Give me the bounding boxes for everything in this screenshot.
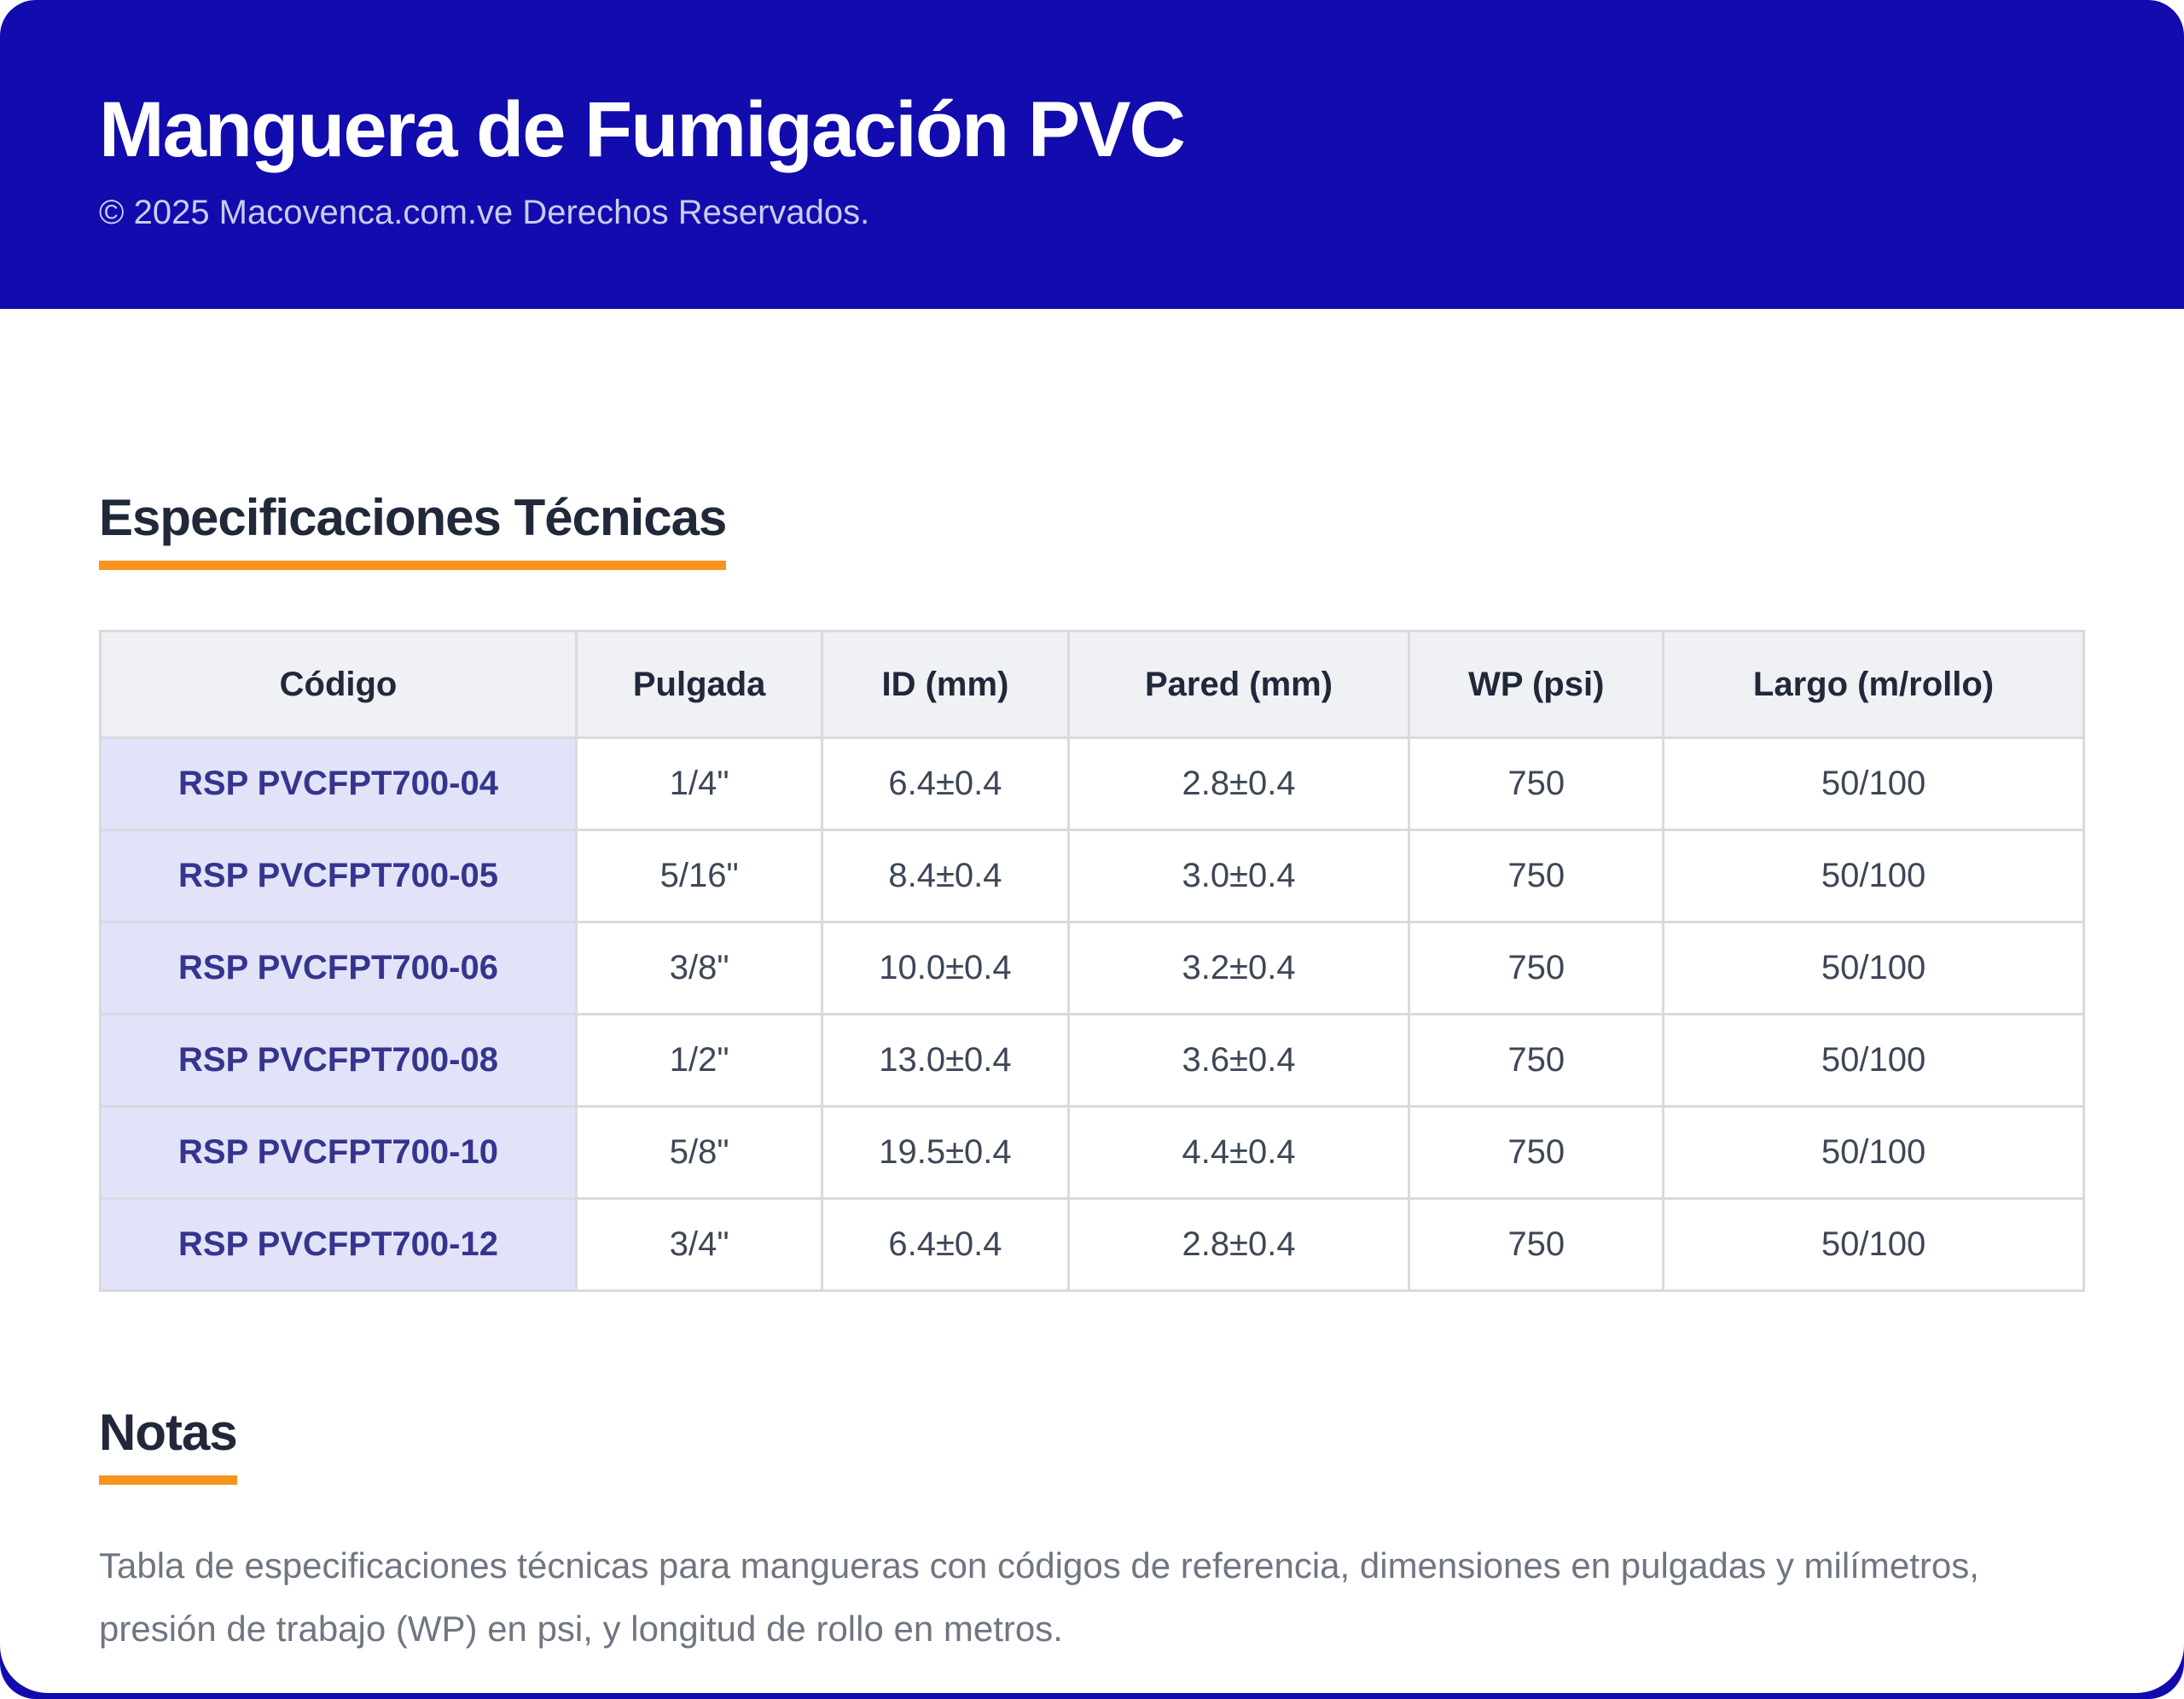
code-cell: RSP PVCFPT700-10 (101, 1107, 577, 1199)
table-cell: 5/8" (577, 1107, 822, 1199)
table-cell: 1/2" (577, 1015, 822, 1107)
table-cell: 3/4" (577, 1199, 822, 1291)
header-banner (0, 0, 2184, 309)
page-title: Manguera de Fumigación PVC (99, 86, 1184, 173)
table-cell: 19.5±0.4 (822, 1107, 1068, 1199)
table-cell: 750 (1409, 1015, 1664, 1107)
table-cell: 50/100 (1664, 830, 2084, 922)
code-cell: RSP PVCFPT700-06 (101, 922, 577, 1015)
column-header: WP (psi) (1409, 631, 1664, 738)
code-cell: RSP PVCFPT700-08 (101, 1015, 577, 1107)
table-cell: 750 (1409, 830, 1664, 922)
code-cell: RSP PVCFPT700-05 (101, 830, 577, 922)
table-cell: 8.4±0.4 (822, 830, 1068, 922)
content-area (0, 309, 2184, 1693)
notes-paragraph: Tabla de especificaciones técnicas para mangueras con códigos de referencia, dimensiones en pulgadas y milímetros, presión de trabajo (WP) en psi, y longitud de rollo en metros. (99, 1545, 1979, 1649)
table-cell: 3.2±0.4 (1068, 922, 1409, 1015)
table-row (101, 830, 2084, 922)
specs-table (99, 630, 2085, 1292)
column-header: Pared (mm) (1068, 631, 1409, 738)
table-cell: 50/100 (1664, 1107, 2084, 1199)
column-header: Pulgada (577, 631, 822, 738)
table-row (101, 1107, 2084, 1199)
table-header-row (101, 631, 2084, 738)
column-header: ID (mm) (822, 631, 1068, 738)
copyright-text: © 2025 Macovenca.com.ve Derechos Reservados. (99, 193, 870, 231)
table-cell: 6.4±0.4 (822, 1199, 1068, 1291)
table-cell: 50/100 (1664, 1199, 2084, 1291)
notes-section (99, 1403, 2085, 1485)
table-cell: 50/100 (1664, 738, 2084, 830)
table-cell: 50/100 (1664, 922, 2084, 1015)
table-cell: 750 (1409, 922, 1664, 1015)
table-cell: 3/8" (577, 922, 822, 1015)
code-cell: RSP PVCFPT700-12 (101, 1199, 577, 1291)
code-cell: RSP PVCFPT700-04 (101, 738, 577, 830)
table-row (101, 922, 2084, 1015)
table-row (101, 1199, 2084, 1291)
table-cell: 13.0±0.4 (822, 1015, 1068, 1107)
column-header: Largo (m/rollo) (1664, 631, 2084, 738)
notes-heading: Notas (99, 1403, 237, 1485)
table-row (101, 1015, 2084, 1107)
table-cell: 2.8±0.4 (1068, 1199, 1409, 1291)
table-cell: 4.4±0.4 (1068, 1107, 1409, 1199)
table-cell: 3.0±0.4 (1068, 830, 1409, 922)
table-cell: 750 (1409, 738, 1664, 830)
table-cell: 750 (1409, 1107, 1664, 1199)
table-cell: 5/16" (577, 830, 822, 922)
table-cell: 1/4" (577, 738, 822, 830)
specs-heading: Especificaciones Técnicas (99, 488, 726, 570)
table-cell: 10.0±0.4 (822, 922, 1068, 1015)
table-cell: 750 (1409, 1199, 1664, 1291)
table-cell: 6.4±0.4 (822, 738, 1068, 830)
table-cell: 50/100 (1664, 1015, 2084, 1107)
table-cell: 2.8±0.4 (1068, 738, 1409, 830)
table-row (101, 738, 2084, 830)
column-header: Código (101, 631, 577, 738)
table-cell: 3.6±0.4 (1068, 1015, 1409, 1107)
specs-section (99, 488, 2085, 570)
